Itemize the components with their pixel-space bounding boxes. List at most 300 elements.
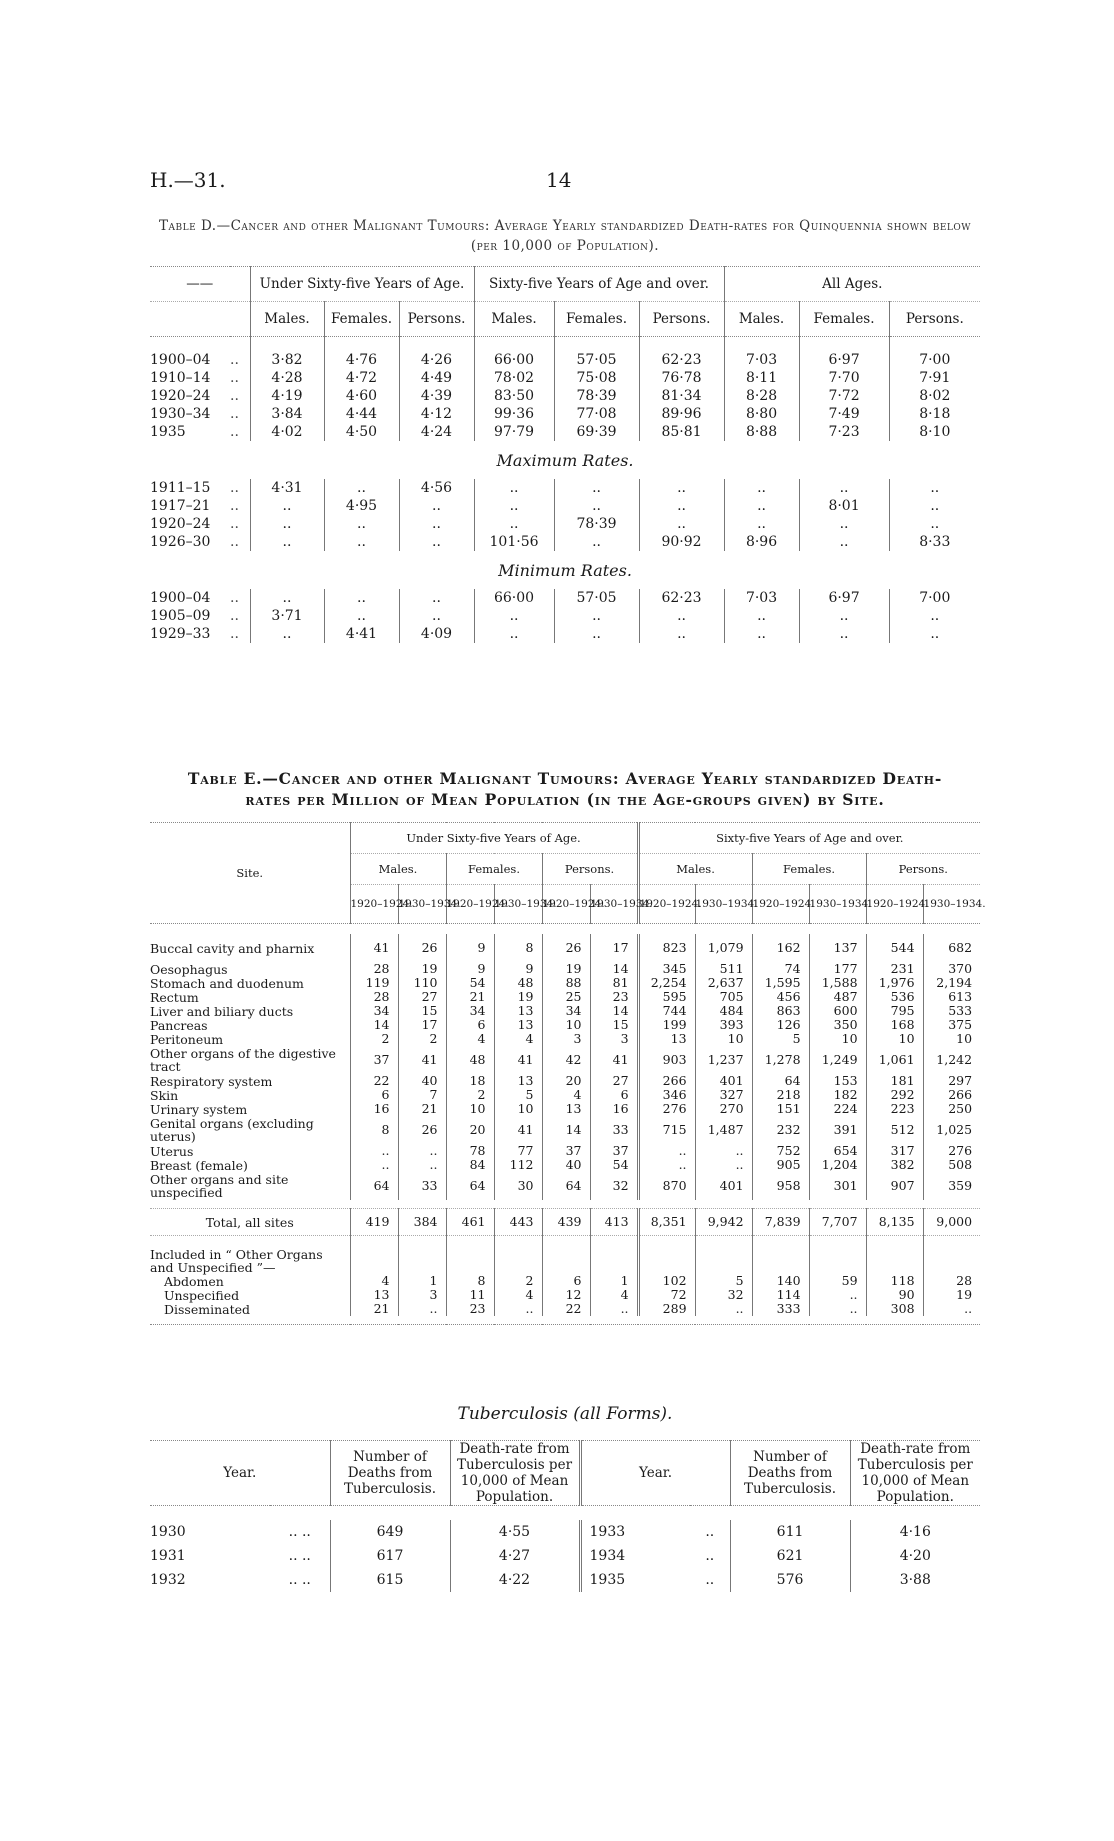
col-header: Females. [799,302,889,337]
cell-value: 903 [638,1046,695,1074]
cell-value: 6·97 [799,589,889,607]
period-header: 1920–1924. [350,885,398,924]
cell-value: 276 [923,1144,980,1158]
cell-value: 795 [866,1004,923,1018]
cell-value: 57·05 [554,337,639,370]
cell-value: .. [695,1302,752,1316]
cell-value: .. [889,497,980,515]
cell-value: 8,351 [638,1209,695,1236]
cell-value: 32 [695,1288,752,1302]
col-header: Females. [446,854,542,885]
table-row [150,1158,980,1172]
cell-value: 401 [695,1172,752,1200]
table-d-caption: Table D.—Cancer and other Malignant Tumours: Average Yearly standardized Death-rates for Quinquennia shown below (per 10,000 of Population). [158,218,971,254]
cell-value: 34 [542,1004,590,1018]
table-row [150,387,980,405]
cell-value: 19 [542,962,590,976]
cell-value: 8·96 [724,533,799,551]
cell-value: 1,079 [695,934,752,962]
cell-value: 2,194 [923,976,980,990]
cell-value: 391 [809,1116,866,1144]
cell-value: .. [474,607,554,625]
cell-value: 78·39 [554,387,639,405]
included-heading: Included in “ Other Organs and Unspecified ”— [150,1247,323,1275]
deaths: 649 [330,1520,450,1544]
cell-value: 4·41 [324,625,399,643]
deaths: 617 [330,1544,450,1568]
cell-value: 4·72 [324,369,399,387]
period-header: 1920–1924. [638,885,695,924]
cell-value: .. [324,589,399,607]
cell-value: .. [799,479,889,497]
cell-value: 153 [809,1074,866,1088]
site-label: Genital organs (excluding uterus) [150,1116,314,1144]
empty-cell [809,1236,866,1275]
cell-value: 1,237 [695,1046,752,1074]
cell-value: 64 [350,1172,398,1200]
row-label: 1917–21 [150,498,211,514]
cell-value: 37 [590,1144,638,1158]
cell-value: 119 [350,976,398,990]
cell-value: .. [399,515,474,533]
year: 1935 [580,1568,690,1592]
cell-value: 19 [923,1288,980,1302]
spacer-cell [150,1200,980,1209]
cell-value: 4·24 [399,423,474,441]
col-header: Year. [223,1465,257,1481]
cell-value: 21 [350,1302,398,1316]
cell-value: 28 [350,990,398,1004]
cell-value: 41 [494,1116,542,1144]
empty-cell [752,1236,809,1275]
cell-value: 487 [809,990,866,1004]
cell-value: .. [474,497,554,515]
cell-value: .. [494,1302,542,1316]
table-row [150,625,980,643]
year: 1933 [580,1520,690,1544]
cell-value: 12 [542,1288,590,1302]
site-label: Other organs and site unspecified [150,1172,289,1200]
cell-value: 40 [542,1158,590,1172]
period-header: 1930–1934. [494,885,542,924]
row-label: 1929–33 [150,626,211,642]
cell-value: 7·70 [799,369,889,387]
dot-leader: .. [230,534,239,550]
row-label: 1910–14 [150,370,211,386]
cell-value: 41 [350,934,398,962]
cell-value: 13 [542,1102,590,1116]
cell-value: 2 [398,1032,446,1046]
col-header: Persons. [399,302,474,337]
rate: 4·20 [850,1544,980,1568]
cell-value: 4·60 [324,387,399,405]
cell-value: .. [399,533,474,551]
site-label: Peritoneum [150,1031,224,1047]
cell-value: 15 [398,1004,446,1018]
cell-value: .. [724,515,799,533]
cell-value: 6 [350,1088,398,1102]
cell-value: 42 [542,1046,590,1074]
cell-value: 595 [638,990,695,1004]
table-row [150,1004,980,1018]
cell-value: 9 [446,962,494,976]
cell-value: 1,242 [923,1046,980,1074]
cell-value: 64 [446,1172,494,1200]
dot-leader: .. [230,388,239,404]
cell-value: 654 [809,1144,866,1158]
cell-value: 162 [752,934,809,962]
minimum-rates-heading: Minimum Rates. [498,560,632,580]
cell-value: 266 [923,1088,980,1102]
dot-leader: .. [705,1524,715,1540]
rate: 4·27 [450,1544,580,1568]
dash-mark: —— [186,276,214,292]
site-label: Rectum [150,989,199,1005]
table-row [150,369,980,387]
cell-value: .. [639,625,724,643]
cell-value: 4·28 [250,369,324,387]
cell-value: 7·72 [799,387,889,405]
cell-value: 308 [866,1302,923,1316]
cell-value: 7,707 [809,1209,866,1236]
cell-value: 18 [446,1074,494,1088]
empty-cell [350,1236,398,1275]
cell-value: 14 [590,962,638,976]
cell-value: 19 [398,962,446,976]
cell-value: 64 [542,1172,590,1200]
col-header: Number of Deaths from Tuberculosis. [330,1441,450,1506]
cell-value: 4 [446,1032,494,1046]
table-row [150,1088,980,1102]
cell-value: 33 [398,1172,446,1200]
tuberculosis-title: Tuberculosis (all Forms). [457,1404,673,1424]
cell-value: .. [695,1158,752,1172]
cell-value: 4·76 [324,337,399,370]
dot-leader: .. [230,626,239,642]
cell-value: 23 [446,1302,494,1316]
cell-value: .. [554,607,639,625]
row-label: 1920–24 [150,388,211,404]
year: 1932 [150,1572,186,1588]
cell-value: 958 [752,1172,809,1200]
cell-value: .. [324,515,399,533]
cell-value: 4·49 [399,369,474,387]
total-row [150,1209,980,1236]
cell-value: 375 [923,1018,980,1032]
cell-value: 13 [494,1074,542,1088]
col-header: Females. [752,854,866,885]
cell-value: 8·10 [889,423,980,441]
cell-value: 40 [398,1074,446,1088]
cell-value: 8,135 [866,1209,923,1236]
cell-value: 78·02 [474,369,554,387]
cell-value: 823 [638,934,695,962]
cell-value: 359 [923,1172,980,1200]
deaths: 615 [330,1568,450,1592]
cell-value: .. [799,515,889,533]
cell-value: 705 [695,990,752,1004]
cell-value: 270 [695,1102,752,1116]
col-header: Persons. [639,302,724,337]
cell-value: 57·05 [554,589,639,607]
cell-value: 4·02 [250,423,324,441]
cell-value: 10 [695,1032,752,1046]
spacer-cell [150,1316,980,1325]
cell-value: 199 [638,1018,695,1032]
cell-value: 26 [398,934,446,962]
table-row [150,976,980,990]
cell-value: 21 [446,990,494,1004]
cell-value: 110 [398,976,446,990]
table-row [150,1074,980,1088]
tuberculosis-table [150,1440,980,1592]
cell-value: 533 [923,1004,980,1018]
cell-value: 13 [350,1288,398,1302]
cell-value: .. [350,1158,398,1172]
cell-value: 6 [542,1274,590,1288]
cell-value: 7·23 [799,423,889,441]
table-e-caption [150,768,980,810]
cell-value: 4 [350,1274,398,1288]
cell-value: 232 [752,1116,809,1144]
cell-value: 114 [752,1288,809,1302]
cell-value: 2,637 [695,976,752,990]
cell-value: 7·00 [889,337,980,370]
cell-value: 870 [638,1172,695,1200]
cell-value: 8·02 [889,387,980,405]
cell-value: 600 [809,1004,866,1018]
table-row [150,1544,980,1568]
table-row [150,607,980,625]
cell-value: 16 [590,1102,638,1116]
cell-value: 10 [446,1102,494,1116]
empty-cell [590,1236,638,1275]
cell-value: 3·84 [250,405,324,423]
cell-value: .. [250,625,324,643]
cell-value: .. [724,497,799,515]
cell-value: 4·50 [324,423,399,441]
col-header: Females. [324,302,399,337]
cell-value: 266 [638,1074,695,1088]
cell-value: 1,278 [752,1046,809,1074]
col-header: Males. [638,854,752,885]
cell-value: 456 [752,990,809,1004]
cell-value: 1,025 [923,1116,980,1144]
cell-value: 62·23 [639,337,724,370]
cell-value: 345 [638,962,695,976]
dot-leader: .. [705,1572,715,1588]
cell-value: 97·79 [474,423,554,441]
cell-value: 7·00 [889,589,980,607]
cell-value: .. [398,1158,446,1172]
period-header: 1920–1924. [752,885,809,924]
cell-value: 250 [923,1102,980,1116]
cell-value: 8 [350,1116,398,1144]
site-label: Disseminated [164,1301,251,1317]
cell-value: 20 [446,1116,494,1144]
cell-value: 231 [866,962,923,976]
cell-value: 1,588 [809,976,866,990]
cell-value: 48 [494,976,542,990]
cell-value: 13 [494,1004,542,1018]
cell-value: 4 [494,1032,542,1046]
cell-value: .. [474,479,554,497]
cell-value: .. [889,515,980,533]
cell-value: .. [923,1302,980,1316]
table-e-group-header: Under Sixty-five Years of Age. [350,823,638,854]
cell-value: 393 [695,1018,752,1032]
year: 1934 [580,1544,690,1568]
included-heading-row [150,1236,980,1275]
table-row [150,1568,980,1592]
cell-value: 48 [446,1046,494,1074]
cell-value: 72 [638,1288,695,1302]
cell-value: 8·80 [724,405,799,423]
dot-leader: .. [230,480,239,496]
cell-value: 84 [446,1158,494,1172]
cell-value: 1,976 [866,976,923,990]
cell-value: 1 [590,1274,638,1288]
cell-value: 10 [494,1102,542,1116]
cell-value: 8·01 [799,497,889,515]
cell-value: 9 [446,934,494,962]
cell-value: 508 [923,1158,980,1172]
cell-value: 752 [752,1144,809,1158]
site-label: Liver and biliary ducts [150,1003,294,1019]
cell-value: 346 [638,1088,695,1102]
cell-value: 1,595 [752,976,809,990]
cell-value: .. [799,607,889,625]
cell-value: 33 [590,1116,638,1144]
cell-value: 5 [695,1274,752,1288]
col-header: Males. [250,302,324,337]
spacer-cell [150,924,980,935]
cell-value: 62·23 [639,589,724,607]
cell-value: .. [554,533,639,551]
cell-value: 26 [398,1116,446,1144]
cell-value: 66·00 [474,337,554,370]
cell-value: 25 [542,990,590,1004]
cell-value: 37 [542,1144,590,1158]
cell-value: 4·12 [399,405,474,423]
cell-value: 292 [866,1088,923,1102]
cell-value: 85·81 [639,423,724,441]
cell-value: 27 [590,1074,638,1088]
site-label: Breast (female) [150,1157,248,1173]
table-row [150,1018,980,1032]
dot-leader: .. [230,406,239,422]
empty-cell [398,1236,446,1275]
cell-value: 77 [494,1144,542,1158]
cell-value: 9,942 [695,1209,752,1236]
cell-value: 276 [638,1102,695,1116]
cell-value: .. [724,607,799,625]
cell-value: 1,487 [695,1116,752,1144]
empty-cell [923,1236,980,1275]
table-row [150,497,980,515]
cell-value: 744 [638,1004,695,1018]
table-row [150,423,980,441]
cell-value: 224 [809,1102,866,1116]
cell-value: .. [639,479,724,497]
table-row [150,405,980,423]
cell-value: 177 [809,962,866,976]
site-label: Respiratory system [150,1073,273,1089]
cell-value: .. [399,497,474,515]
cell-value: 613 [923,990,980,1004]
cell-value: 27 [398,990,446,1004]
cell-value: 10 [923,1032,980,1046]
table-row [150,337,980,370]
cell-value: 5 [752,1032,809,1046]
cell-value: 10 [809,1032,866,1046]
cell-value: 78 [446,1144,494,1158]
deaths: 611 [730,1520,850,1544]
col-header: Death-rate from Tuberculosis per 10,000 of Mean Population. [850,1441,980,1506]
cell-value: 223 [866,1102,923,1116]
cell-value: 11 [446,1288,494,1302]
empty-cell [494,1236,542,1275]
site-label: Uterus [150,1143,194,1159]
cell-value: .. [250,533,324,551]
cell-value: 4 [494,1288,542,1302]
table-row [150,1116,980,1144]
cell-value: 15 [590,1018,638,1032]
cell-value: 2 [350,1032,398,1046]
table-row [150,479,980,497]
cell-value: 2 [446,1088,494,1102]
cell-value: 64 [752,1074,809,1088]
cell-value: .. [399,589,474,607]
cell-value: 317 [866,1144,923,1158]
cell-value: .. [809,1302,866,1316]
cell-value: 461 [446,1209,494,1236]
col-header: Persons. [889,302,980,337]
cell-value: 34 [446,1004,494,1018]
cell-value: 4·19 [250,387,324,405]
dot-leader: .. [705,1548,715,1564]
cell-value: 536 [866,990,923,1004]
cell-value: .. [695,1144,752,1158]
cell-value: 28 [350,962,398,976]
site-label: Unspecified [164,1287,240,1303]
site-label: Total, all sites [205,1214,294,1230]
cell-value: 140 [752,1274,809,1288]
rate: 4·22 [450,1568,580,1592]
cell-value: 4·56 [399,479,474,497]
cell-value: .. [639,497,724,515]
col-header: Persons. [542,854,638,885]
cell-value: 118 [866,1274,923,1288]
cell-value: 1 [398,1274,446,1288]
cell-value: 14 [590,1004,638,1018]
cell-value: 22 [542,1302,590,1316]
cell-value: .. [554,625,639,643]
cell-value: 905 [752,1158,809,1172]
table-row [150,589,980,607]
cell-value: 6 [446,1018,494,1032]
cell-value: 101·56 [474,533,554,551]
cell-value: 8·11 [724,369,799,387]
cell-value: 59 [809,1274,866,1288]
table-row [150,533,980,551]
table-e-group-header: Sixty-five Years of Age and over. [638,823,980,854]
cell-value: 682 [923,934,980,962]
cell-value: .. [324,607,399,625]
deaths: 576 [730,1568,850,1592]
cell-value: .. [889,479,980,497]
table-e-caption-line: Table E.—Cancer and other Malignant Tumours: Average Yearly standardized Death- [187,769,943,788]
